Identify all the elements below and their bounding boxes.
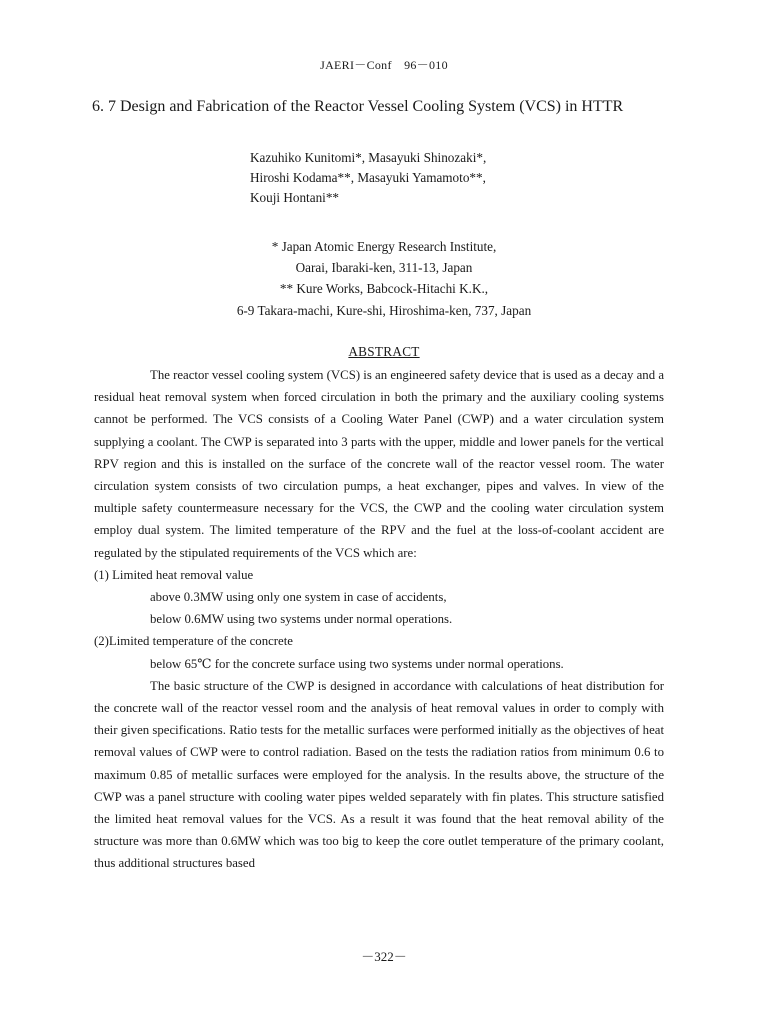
abstract-heading: ABSTRACT <box>348 344 420 359</box>
requirement-label: (1) Limited heat removal value <box>94 567 254 582</box>
abstract-body <box>94 364 664 875</box>
affiliation-line: * Japan Atomic Energy Research Institute, <box>271 239 497 254</box>
author-line: Kouji Hontani** <box>250 190 340 205</box>
requirement-item: above 0.3MW using only one system in case of accidents, <box>150 590 447 605</box>
affiliation-line: ** Kure Works, Babcock-Hitachi K.K., <box>279 281 489 297</box>
page-number: －322－ <box>361 949 407 964</box>
running-header: JAERI－Conf 96－010 <box>320 58 448 72</box>
affiliation-line: Oarai, Ibaraki-ken, 311-13, Japan <box>295 260 473 276</box>
author-line: Hiroshi Kodama**, Masayuki Yamamoto**, <box>250 170 486 185</box>
requirement-item: below 65℃ for the concrete surface using two systems under normal operations. <box>150 656 564 671</box>
affiliation-line: 6-9 Takara-machi, Kure-shi, Hiroshima-ken, 737, Japan <box>236 302 532 318</box>
affiliation-block <box>0 236 768 321</box>
requirement-label: (2)Limited temperature of the concrete <box>94 634 293 649</box>
abstract-paragraph: The basic structure of the CWP is designed in accordance with calculations of heat distribution for the concrete wall of the reactor vessel room and the analysis of heat removal values in order to comply with their given specifications. Ratio tests for the metallic surfaces were performed initially as the objectives of heat removal values of CWP were to control radiation. Based on the tests the radiation ratios from minimum 0.6 to maximum 0.85 of metallic surfaces were employed for the analysis. In the results above, the structure of the CWP was a panel structure with cooling water pipes welded separately with fin plates. This structure satisfied the limited heat removal values for the VCS. As a result it was found that the heat removal ability of the structure was more than 0.6MW which was too big to keep the core outlet temperature of the primary coolant, thus additional structures based <box>94 678 664 871</box>
author-line: Kazuhiko Kunitomi*, Masayuki Shinozaki*, <box>250 150 487 165</box>
abstract-paragraph: The reactor vessel cooling system (VCS) is an engineered safety device that is used as a decay and a residual heat removal system when forced circulation in both the primary and the auxiliary cooling systems cannot be performed. The VCS consists of a Cooling Water Panel (CWP) and a water circulation system supplying a coolant. The CWP is separated into 3 parts with the upper, middle and lower panels for the vertical RPV region and this is installed on the surface of the concrete wall of the reactor vessel room. The water circulation system consists of two circulation pumps, a heat exchanger, pipes and valves. In view of the multiple safety countermeasure necessary for the VCS, the CWP and the cooling water circulation system employ dual system. The limited temperature of the RPV and the fuel at the loss-of-coolant accident are regulated by the stipulated requirements of the VCS which are: <box>94 368 664 560</box>
author-list <box>250 148 610 208</box>
requirement-item: below 0.6MW using two systems under normal operations. <box>150 612 453 627</box>
paper-title: 6. 7 Design and Fabrication of the Reactor Vessel Cooling System (VCS) in HTTR <box>92 98 624 115</box>
